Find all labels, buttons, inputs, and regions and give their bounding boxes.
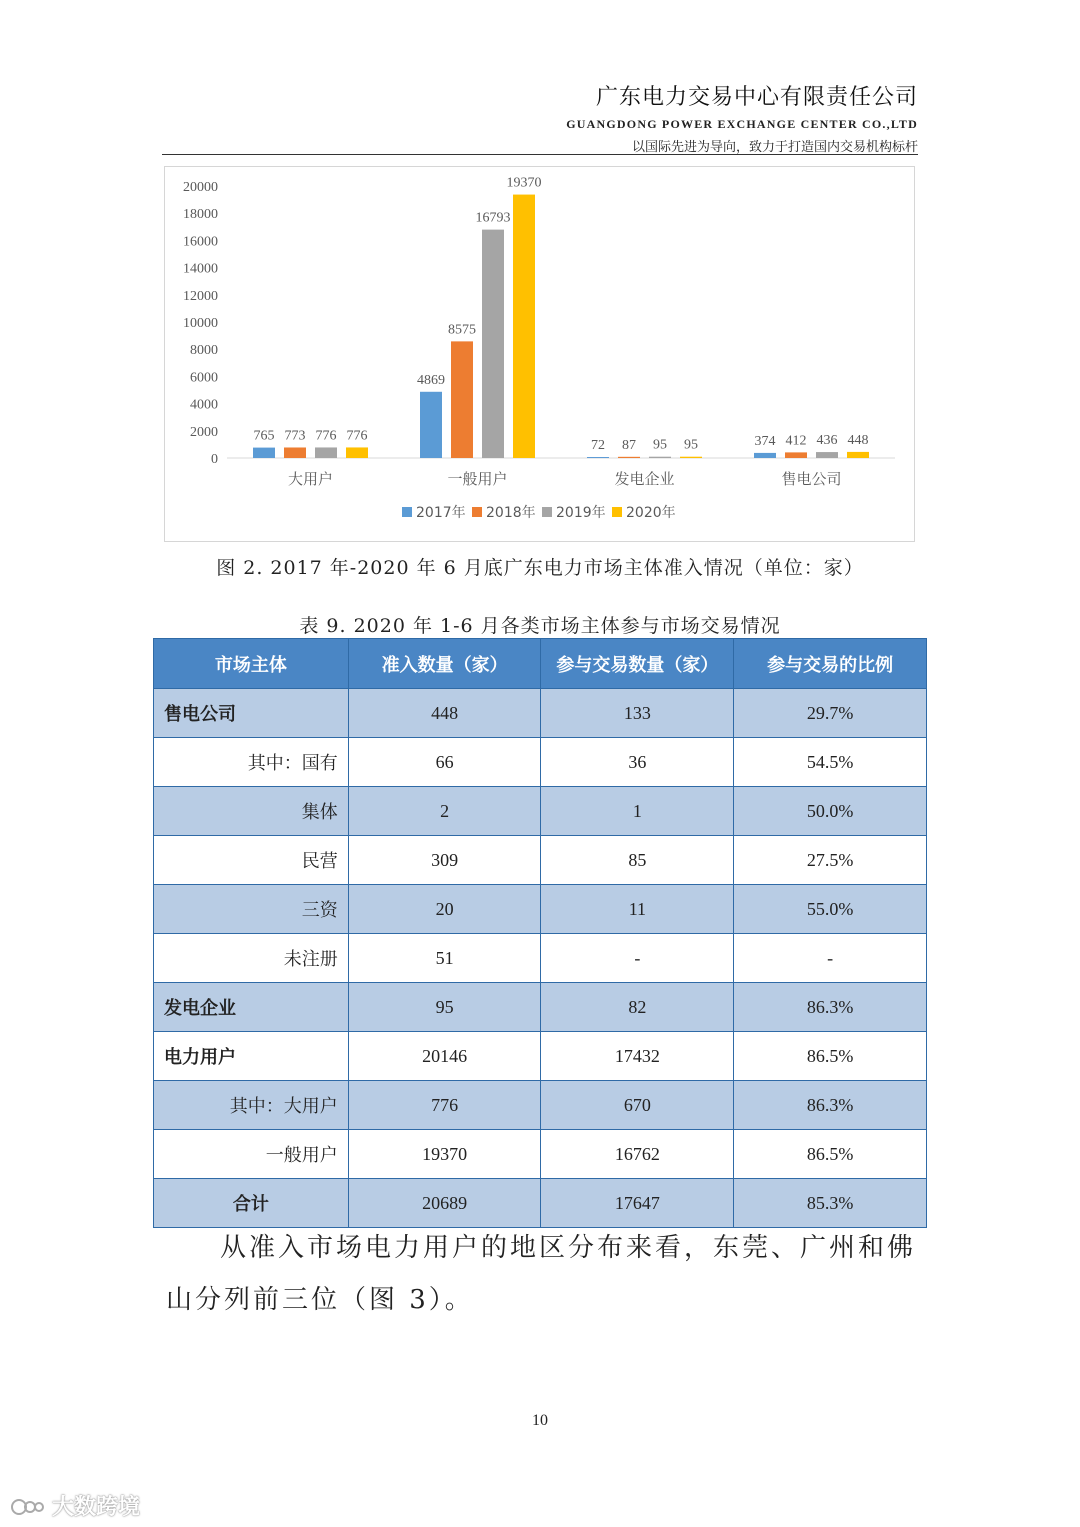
bar — [482, 230, 504, 458]
cell-ratio: - — [734, 934, 927, 983]
cell-admitted: 51 — [348, 934, 541, 983]
y-tick-label: 12000 — [183, 288, 218, 304]
cell-traded: 36 — [541, 738, 734, 787]
table-row — [154, 934, 927, 983]
bar — [618, 457, 640, 458]
y-tick-label: 4000 — [190, 397, 218, 413]
table-row — [154, 689, 927, 738]
x-category-label: 大用户 — [287, 470, 334, 488]
cell-ratio: 86.5% — [734, 1032, 927, 1081]
data-label: 412 — [785, 433, 807, 449]
row-label: 其中：大用户 — [154, 1081, 349, 1130]
data-label: 4869 — [417, 372, 445, 388]
row-label: 合计 — [154, 1179, 349, 1228]
table-caption: 表 9. 2020 年 1-6 月各类市场主体参与市场交易情况 — [299, 615, 781, 637]
header-divider — [162, 154, 918, 155]
cell-traded: 85 — [541, 836, 734, 885]
bar — [754, 453, 776, 458]
table-row — [154, 1081, 927, 1130]
legend-label: 2017年 — [416, 505, 466, 521]
data-label: 95 — [684, 437, 698, 453]
legend-label: 2019年 — [556, 505, 606, 521]
table-row — [154, 1179, 927, 1228]
y-tick-label: 20000 — [183, 180, 218, 195]
data-label: 19370 — [506, 175, 542, 191]
legend-swatch — [402, 507, 412, 517]
bar — [847, 452, 869, 458]
bar — [315, 447, 337, 458]
y-tick-label: 6000 — [190, 370, 218, 386]
cell-admitted: 20146 — [348, 1032, 541, 1081]
cell-ratio: 27.5% — [734, 836, 927, 885]
row-label: 售电公司 — [154, 689, 349, 738]
cell-ratio: 55.0% — [734, 885, 927, 934]
row-label: 民营 — [154, 836, 349, 885]
cell-admitted: 309 — [348, 836, 541, 885]
row-label: 未注册 — [154, 934, 349, 983]
cell-ratio: 50.0% — [734, 787, 927, 836]
bar — [680, 457, 702, 458]
cell-admitted: 2 — [348, 787, 541, 836]
bar — [649, 457, 671, 458]
company-name-en: GUANGDONG POWER EXCHANGE CENTER CO.,LTD — [566, 117, 918, 131]
cell-traded: - — [541, 934, 734, 983]
data-label: 87 — [622, 437, 636, 453]
bar — [420, 392, 442, 458]
cell-admitted: 95 — [348, 983, 541, 1032]
bar — [785, 452, 807, 458]
bar — [587, 457, 609, 458]
legend-label: 2020年 — [626, 505, 676, 521]
legend-swatch — [612, 507, 622, 517]
col-header-ratio: 参与交易的比例 — [734, 639, 927, 689]
table-row — [154, 885, 927, 934]
x-category-label: 售电公司 — [781, 470, 842, 488]
bar — [284, 447, 306, 458]
col-header-admitted: 准入数量（家） — [348, 639, 541, 689]
cell-ratio: 29.7% — [734, 689, 927, 738]
row-label: 电力用户 — [154, 1032, 349, 1081]
col-header-entity: 市场主体 — [154, 639, 349, 689]
row-label: 发电企业 — [154, 983, 349, 1032]
watermark-text: 大数跨境 — [52, 1495, 141, 1520]
data-label: 773 — [284, 428, 306, 444]
cell-traded: 17647 — [541, 1179, 734, 1228]
y-tick-label: 10000 — [183, 316, 218, 331]
table-row — [154, 1032, 927, 1081]
market-entity-table — [153, 638, 927, 1228]
watermark — [10, 1490, 140, 1521]
bar-chart — [165, 167, 916, 543]
table-header-row — [154, 639, 927, 689]
cell-ratio: 86.5% — [734, 1130, 927, 1179]
bar — [346, 447, 368, 458]
row-label: 三资 — [154, 885, 349, 934]
cell-traded: 11 — [541, 885, 734, 934]
company-name-cn: 广东电力交易中心有限责任公司 — [595, 85, 918, 110]
y-tick-label: 2000 — [190, 424, 218, 440]
legend-label: 2018年 — [486, 505, 536, 521]
cell-admitted: 19370 — [348, 1130, 541, 1179]
data-label: 765 — [253, 428, 275, 444]
company-slogan: 以国际先进为导向，致力于打造国内交易机构标杆 — [631, 140, 918, 155]
y-tick-label: 18000 — [183, 207, 218, 223]
data-label: 16793 — [475, 210, 511, 226]
table-row — [154, 738, 927, 787]
data-label: 374 — [754, 433, 776, 449]
row-label: 其中：国有 — [154, 738, 349, 787]
row-label: 一般用户 — [154, 1130, 349, 1179]
cell-traded: 17432 — [541, 1032, 734, 1081]
y-tick-label: 0 — [211, 452, 218, 467]
y-tick-label: 16000 — [183, 234, 218, 250]
cell-admitted: 66 — [348, 738, 541, 787]
data-label: 776 — [315, 428, 337, 444]
cell-traded: 1 — [541, 787, 734, 836]
data-label: 95 — [653, 437, 667, 453]
y-tick-label: 8000 — [190, 343, 218, 359]
bar — [451, 341, 473, 458]
row-label: 集体 — [154, 787, 349, 836]
cell-ratio: 86.3% — [734, 1081, 927, 1130]
body-paragraph: 从准入市场电力用户的地区分布来看，东莞、广州和佛山分列前三位（图 3）。 — [166, 1233, 917, 1315]
bar — [816, 452, 838, 458]
legend-swatch — [542, 507, 552, 517]
y-tick-label: 14000 — [183, 261, 218, 277]
cell-admitted: 20 — [348, 885, 541, 934]
legend-swatch — [472, 507, 482, 517]
bar — [513, 195, 535, 458]
cell-admitted: 20689 — [348, 1179, 541, 1228]
cell-traded: 670 — [541, 1081, 734, 1130]
watermark-logo-icon — [10, 1495, 46, 1517]
page-number: 10 — [532, 1412, 548, 1429]
cell-admitted: 776 — [348, 1081, 541, 1130]
data-label: 436 — [816, 433, 838, 449]
x-category-label: 一般用户 — [447, 470, 508, 488]
cell-ratio: 85.3% — [734, 1179, 927, 1228]
data-label: 776 — [346, 428, 368, 444]
cell-traded: 82 — [541, 983, 734, 1032]
table-row — [154, 1130, 927, 1179]
cell-ratio: 86.3% — [734, 983, 927, 1032]
table-row — [154, 983, 927, 1032]
table-row — [154, 836, 927, 885]
x-category-label: 发电企业 — [614, 470, 675, 488]
bar — [253, 448, 275, 458]
data-label: 72 — [591, 438, 605, 454]
cell-traded: 133 — [541, 689, 734, 738]
data-label: 8575 — [448, 322, 476, 338]
data-label: 448 — [847, 432, 869, 448]
cell-ratio: 54.5% — [734, 738, 927, 787]
figure-caption: 图 2. 2017 年-2020 年 6 月底广东电力市场主体准入情况（单位：家） — [216, 557, 864, 579]
col-header-traded: 参与交易数量（家） — [541, 639, 734, 689]
table-row — [154, 787, 927, 836]
cell-admitted: 448 — [348, 689, 541, 738]
page-header — [566, 80, 918, 155]
cell-traded: 16762 — [541, 1130, 734, 1179]
bar-chart-frame — [164, 166, 915, 542]
